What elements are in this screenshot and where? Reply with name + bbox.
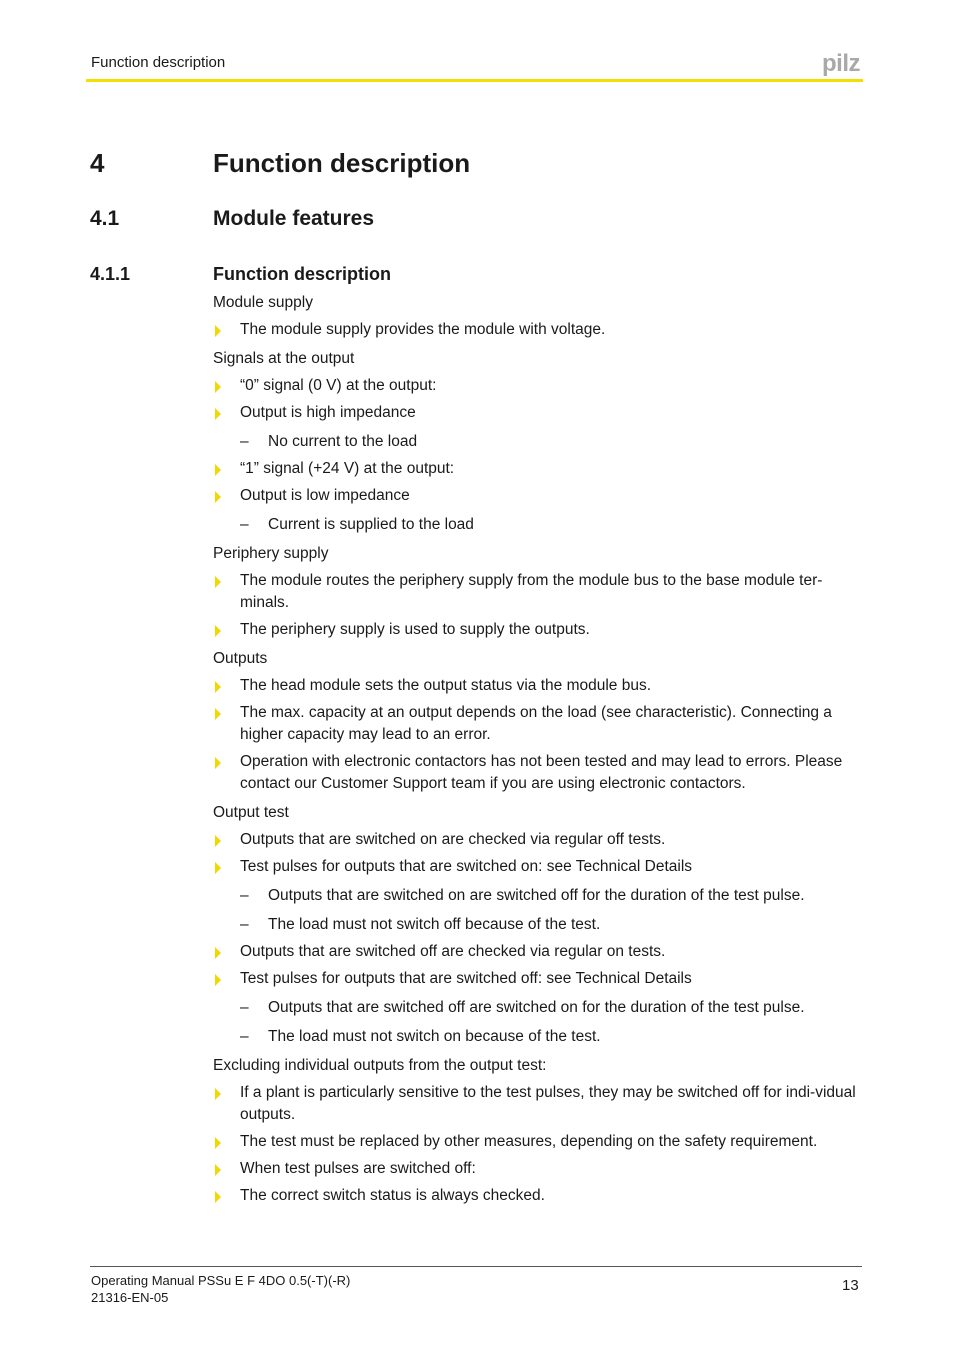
bullet-item [213,485,858,507]
bullet-text: The periphery supply is used to supply the outputs. [240,621,590,638]
bullet-arrow-icon [215,862,221,874]
heading-3-number: 4.1.1 [90,264,131,284]
bullet-arrow-icon [215,625,221,637]
bullet-arrow-icon [215,1164,221,1176]
footer-rule [90,1266,862,1267]
footer-manual-title: Operating Manual PSSu E F 4DO 0.5(-T)(-R) [91,1273,351,1288]
bullet-item [213,1131,858,1153]
bullet-item [213,968,858,990]
bullet-text: Test pulses for outputs that are switched on: see Technical Details [240,858,693,875]
dash-item [213,885,858,907]
dash-item [213,997,858,1019]
bullet-text: The head module sets the output status via the module bus. [240,677,652,694]
bullet-arrow-icon [215,491,221,503]
dash-mark: – [240,433,249,450]
dash-text: Outputs that are switched off are switched on for the duration of the test pulse. [268,999,805,1016]
page-number: 13 [842,1277,859,1294]
bullet-item [213,751,858,795]
bullet-item [213,702,858,746]
bullet-arrow-icon [215,464,221,476]
dash-mark: – [240,1028,249,1045]
bullet-text: The module routes the periphery supply from the module bus to the base module ter-minals. [240,572,823,611]
bullet-text: Outputs that are switched off are checked via regular on tests. [240,943,666,960]
bullet-text: The module supply provides the module with voltage. [240,321,606,338]
bullet-text: The correct switch status is always checked. [240,1187,545,1204]
bullet-text: Output is high impedance [240,404,416,421]
subheading-outputs: Outputs [213,650,268,667]
bullet-item [213,402,858,424]
bullet-arrow-icon [215,708,221,720]
heading-1-title: Function description [213,148,471,178]
bullet-arrow-icon [215,408,221,420]
bullet-arrow-icon [215,1088,221,1100]
bullet-arrow-icon [215,325,221,337]
dash-text: Current is supplied to the load [268,516,474,533]
bullet-arrow-icon [215,947,221,959]
bullet-item [213,829,858,851]
bullet-item [213,1082,858,1126]
dash-item [213,1026,858,1048]
pilz-logo: pilz [822,50,860,77]
bullet-arrow-icon [215,1191,221,1203]
bullet-arrow-icon [215,835,221,847]
bullet-text: Outputs that are switched on are checked via regular off tests. [240,831,666,848]
bullet-arrow-icon [215,974,221,986]
dash-text: The load must not switch on because of the test. [268,1028,601,1045]
bullet-arrow-icon [215,1137,221,1149]
subheading-excluding: Excluding individual outputs from the output test: [213,1057,547,1074]
bullet-arrow-icon [215,576,221,588]
dash-text: No current to the load [268,433,418,450]
bullet-item [213,1158,858,1180]
bullet-arrow-icon [215,381,221,393]
running-header: Function description [91,54,226,71]
bullet-arrow-icon [215,681,221,693]
dash-text: The load must not switch off because of the test. [268,916,601,933]
bullet-item [213,941,858,963]
heading-2-number: 4.1 [90,207,120,230]
dash-mark: – [240,916,249,933]
bullet-item [213,458,858,480]
bullet-text: Output is low impedance [240,487,410,504]
heading-1-number: 4 [90,148,105,178]
bullet-text: Test pulses for outputs that are switched off: see Technical Details [240,970,692,987]
bullet-item [213,675,858,697]
bullet-text: When test pulses are switched off: [240,1160,476,1177]
bullet-item [213,319,858,341]
header-rule [86,79,863,82]
dash-mark: – [240,516,249,533]
dash-item [213,431,858,453]
subheading-module-supply: Module supply [213,294,313,311]
bullet-item [213,1185,858,1207]
heading-3-title: Function description [213,264,391,284]
heading-2-title: Module features [213,207,375,230]
dash-mark: – [240,887,249,904]
bullet-text: “0” signal (0 V) at the output: [240,377,437,394]
subheading-output-test: Output test [213,804,289,821]
dash-mark: – [240,999,249,1016]
dash-item [213,914,858,936]
bullet-item [213,570,858,614]
bullet-arrow-icon [215,757,221,769]
subheading-signals: Signals at the output [213,350,355,367]
dash-item [213,514,858,536]
bullet-item [213,619,858,641]
bullet-item [213,856,858,878]
subheading-periphery: Periphery supply [213,545,329,562]
body-text [213,292,858,1207]
bullet-text: The max. capacity at an output depends on the load (see characteristic). Connecting a higher capacity may lead to an error. [240,704,832,743]
bullet-text: If a plant is particularly sensitive to the test pulses, they may be switched off for indi-vidual outputs. [240,1084,856,1123]
bullet-text: The test must be replaced by other measures, depending on the safety requirement. [240,1133,818,1150]
dash-text: Outputs that are switched on are switched off for the duration of the test pulse. [268,887,805,904]
bullet-text: “1” signal (+24 V) at the output: [240,460,455,477]
bullet-text: Operation with electronic contactors has not been tested and may lead to errors. Please contact our Customer Support team if you are using electronic contactors. [240,753,843,792]
footer-doc-id: 21316-EN-05 [91,1290,169,1305]
bullet-item [213,375,858,397]
